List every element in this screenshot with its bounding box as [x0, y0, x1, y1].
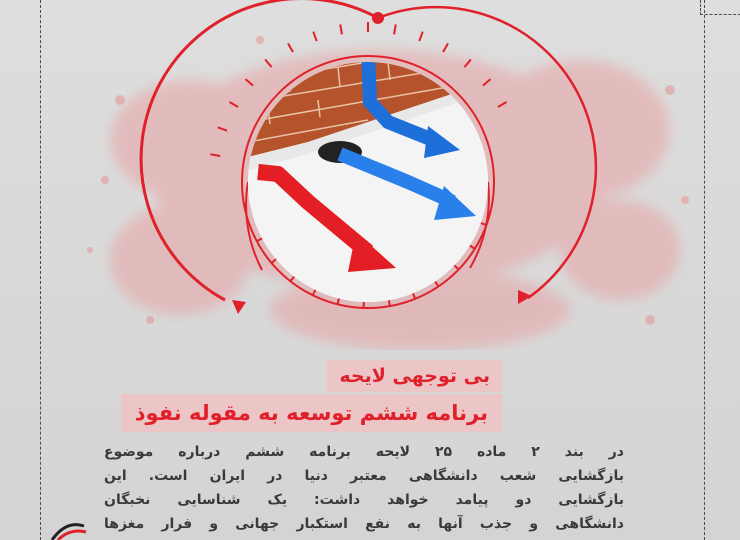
dial-tick: [340, 24, 342, 34]
dial-tick: [498, 102, 507, 107]
body-line: بازگشایی دو پیامد خواهد داشت: یک شناسایی نخبگان: [104, 492, 624, 508]
dial-tick: [265, 59, 271, 67]
dial-tick: [288, 43, 293, 52]
publisher-logo-icon: [48, 516, 88, 540]
dial-tick: [394, 24, 396, 34]
dial-tick: [483, 79, 491, 85]
dial-tick: [229, 102, 238, 107]
headline-line-1: بی توجهی لایحه: [327, 360, 502, 392]
dial-tick: [218, 127, 227, 130]
dial-tick: [313, 32, 316, 41]
body-paragraph: [104, 440, 624, 536]
dial-tick: [464, 59, 470, 67]
body-line: در بند ۲ ماده ۲۵ لایحه برنامه ششم درباره موضوع: [104, 444, 624, 460]
arrows-bypass-illustration: [248, 62, 488, 302]
dial-tick: [210, 154, 220, 156]
headline-line-2: برنامه ششم توسعه به مقوله نفوذ: [121, 394, 502, 432]
body-line: بازگشایی شعب دانشگاهی معتبر دنیا در ایران است. این: [104, 468, 624, 484]
dial-tick: [245, 79, 253, 85]
body-line: دانشگاهی و جذب آنها به نفع استکبار جهانی و فرار مغزها: [104, 516, 624, 532]
dial-tick: [443, 43, 448, 52]
dial-tick: [419, 32, 422, 41]
